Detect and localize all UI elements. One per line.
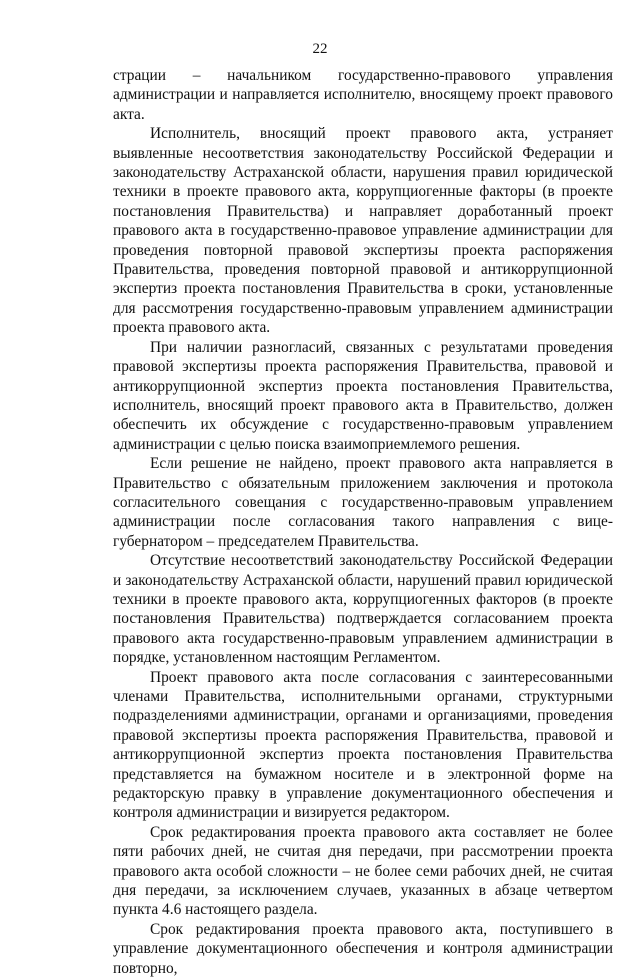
paragraph: страции – начальником государственно-правового управления администрации и направляется исполнителю, вносящему проект правового акта. [113,67,613,123]
page-number: 22 [312,41,328,57]
paragraph: Если решение не найдено, проект правового акта направляется в Правительство с обязательным приложением заключения и протокола согласительного совещания с государственно-правовым управлением администрации после согласования такого направления с вице-губернатором – председателем Правительства. [113,455,613,550]
paragraph: Отсутствие несоответствий законодательству Российской Федерации и законодательству Астраханской области, нарушений правил юридической техники в проекте правового акта, коррупциогенных факторов (в проекте постановления Правительства) подтверждается согласованием проекта правового акта государственно-правовым управлением администрации в порядке, установленном настоящим Регламентом. [113,552,613,667]
paragraph: Срок редактирования проекта правового акта составляет не более пяти рабочих дней, не считая дня передачи, при рассмотрении проекта правового акта особой сложности – не более семи рабочих дней, не считая дня передачи, за исключением случаев, указанных в абзаце четвертом пункта 4.6 настоящего раздела. [113,823,613,919]
paragraph: Проект правового акта после согласования с заинтересованными членами Правительства, исполнительными органами, структурными подразделениями администрации, органами и организациями, проведения правовой экспертизы проекта распоряжения Правительства, правовой и антикоррупционной экспертиз проекта постановления Правительства представляется на бумажном носителе и в электронной форме на редакторскую правку в управление документационного обеспечения и контроля администрации и визируется редактором. [113,668,613,822]
paragraph: При наличии разногласий, связанных с результатами проведения правовой экспертизы проекта распоряжения Правительства, правовой и антикоррупционной экспертиз проекта постановления Правительства, исполнитель, вносящий проект правового акта в Правительство, должен обеспечить их обсуждение с государственно-правовым управлением администрации с целью поиска взаимоприемлемого решения. [113,338,613,453]
paragraph: Исполнитель, вносящий проект правового акта, устраняет выявленные несоответствия законодательству Российской Федерации и законодательству Астраханской области, нарушения правил юридической техники в проекте правового акта, коррупциогенные факторы (в проекте постановления Правительства) и направляет доработанный проект правового акта в государственно-правовое управление администрации для проведения повторной правовой экспертизы проекта распоряжения Правительства, проведения повторной правовой и антикоррупционной экспертиз проекта постановления Правительства в сроки, установленные для рассмотрения государственно-правовым управлением администрации проекта правового акта. [113,125,613,337]
document-body [113,66,613,978]
paragraph: Срок редактирования проекта правового акта, поступившего в управление документационного обеспечения и контроля администрации повторно, [113,920,613,977]
